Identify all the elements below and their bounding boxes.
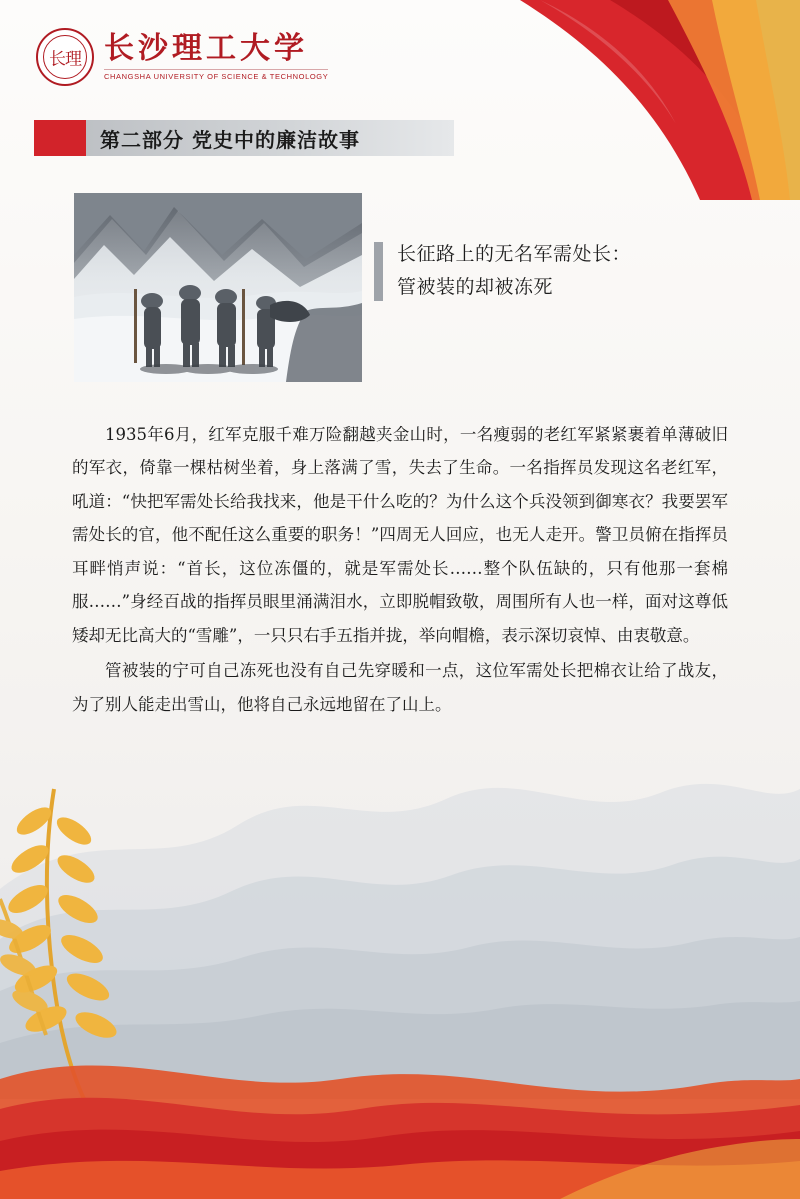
article-paragraph: 1935年6月，红军克服千难万险翻越夹金山时，一名瘦弱的老红军紧紧裹着单薄破旧的军衣，倚靠一棵枯树坐着，身上落满了雪，失去了生命。一名指挥员发现这名老红军，吼道：“快把军需处长给我找来，他是干什么吃的？为什么这个兵没领到御寒衣？我要罢军需处长的官，他不配任这么重要的职务！”四周无人回应，也无人走开。警卫员俯在指挥员耳畔悄声说：“首长，这位冻僵的，就是军需处长……整个队伍缺的，只有他那一套棉服……”身经百战的指挥员眼里涌满泪水，立即脱帽致敬，周围所有人也一样，面对这尊低矮却无比高大的“雪雕”，一只只右手五指并拢，举向帽檐，表示深切哀悼、由衷敬意。 bbox=[72, 425, 728, 645]
section-heading bbox=[34, 120, 454, 156]
section-heading-accent bbox=[34, 120, 86, 156]
university-logo bbox=[36, 28, 328, 86]
logo-seal-icon bbox=[36, 28, 94, 86]
headline-accent-bar bbox=[374, 242, 383, 301]
article-paragraph: 管被装的宁可自己冻死也没有自己先穿暖和一点，这位军需处长把棉衣让给了战友，为了别人能走出雪山，他将自己永远地留在了山上。 bbox=[72, 661, 728, 714]
headline-lines bbox=[397, 238, 631, 305]
section-heading-title: 第二部分 党史中的廉洁故事 bbox=[100, 127, 360, 152]
article-headline bbox=[374, 238, 631, 305]
article-photo bbox=[74, 193, 362, 382]
logo-seal-glyph: 长理 bbox=[49, 49, 81, 70]
logo-text bbox=[104, 30, 329, 81]
headline-line-2: 管被装的却被冻死 bbox=[397, 276, 554, 299]
logo-name-cn: 长沙理工大学 bbox=[104, 30, 308, 66]
bottom-decoration bbox=[0, 779, 800, 1199]
logo-name-en: CHANGSHA UNIVERSITY OF SCIENCE & TECHNOLOGY bbox=[104, 69, 328, 81]
headline-line-1: 长征路上的无名军需处长： bbox=[397, 243, 632, 265]
article-body bbox=[72, 418, 728, 723]
wheat-icon bbox=[0, 789, 120, 1099]
